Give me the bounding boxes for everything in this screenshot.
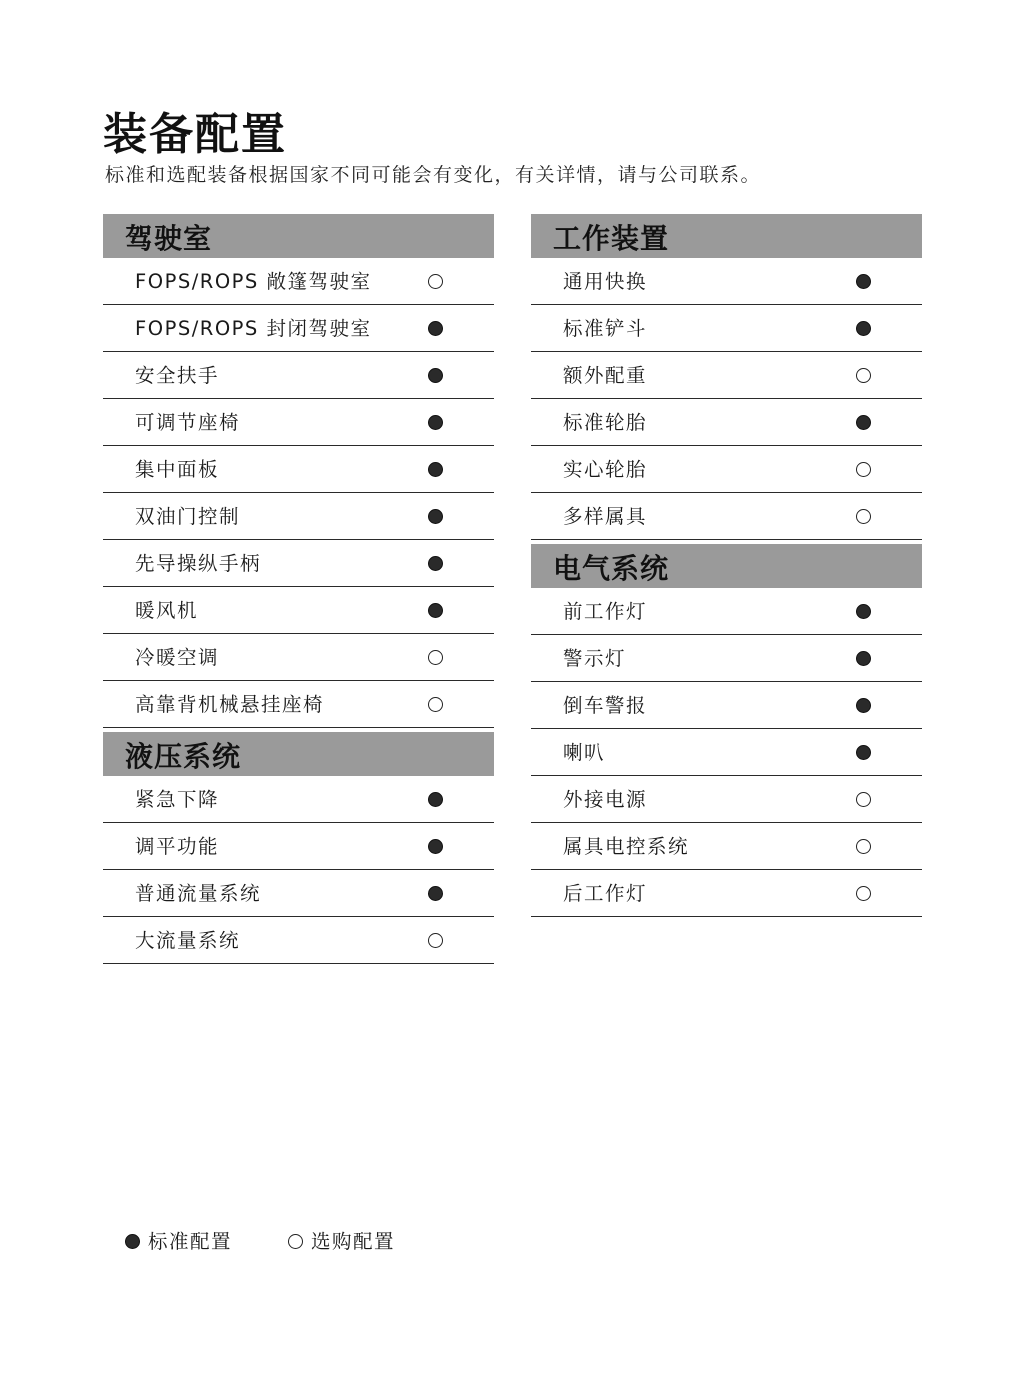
equipment-label: 实心轮胎	[563, 458, 648, 481]
filled-circle-icon	[428, 603, 443, 618]
equipment-label: 大流量系统	[135, 929, 241, 952]
equipment-row	[531, 399, 922, 446]
filled-circle-icon	[856, 274, 871, 289]
equipment-label: 标准铲斗	[563, 317, 648, 340]
filled-circle-icon	[428, 415, 443, 430]
equipment-row	[103, 587, 494, 634]
page-subtitle: 标准和选配装备根据国家不同可能会有变化，有关详情，请与公司联系。	[105, 164, 762, 186]
filled-circle-icon	[428, 509, 443, 524]
equipment-row	[531, 870, 922, 917]
equipment-label: 外接电源	[563, 788, 648, 811]
equipment-label: 属具电控系统	[563, 835, 690, 858]
filled-circle-icon	[856, 745, 871, 760]
equipment-row	[103, 258, 494, 305]
equipment-row	[531, 588, 922, 635]
filled-circle-icon	[856, 604, 871, 619]
filled-circle-icon	[856, 651, 871, 666]
empty-circle-icon	[428, 650, 443, 665]
right-column	[531, 214, 922, 917]
filled-circle-icon	[856, 415, 871, 430]
equipment-row	[531, 823, 922, 870]
equipment-row	[103, 870, 494, 917]
legend-standard-label: 标准配置	[148, 1230, 233, 1253]
equipment-row	[103, 823, 494, 870]
empty-circle-icon	[288, 1234, 303, 1249]
equipment-row	[103, 399, 494, 446]
filled-circle-icon	[856, 321, 871, 336]
filled-circle-icon	[856, 698, 871, 713]
filled-circle-icon	[428, 462, 443, 477]
equipment-label: 前工作灯	[563, 600, 648, 623]
filled-circle-icon	[428, 792, 443, 807]
equipment-row	[531, 729, 922, 776]
filled-circle-icon	[428, 839, 443, 854]
empty-circle-icon	[428, 274, 443, 289]
equipment-row	[531, 635, 922, 682]
equipment-row	[103, 776, 494, 823]
empty-circle-icon	[856, 886, 871, 901]
equipment-label: 紧急下降	[135, 788, 220, 811]
equipment-label: 可调节座椅	[135, 411, 241, 434]
empty-circle-icon	[428, 933, 443, 948]
section-header: 工作装置	[531, 214, 922, 258]
equipment-label: FOPS/ROPS 封闭驾驶室	[135, 317, 372, 340]
empty-circle-icon	[428, 697, 443, 712]
filled-circle-icon	[428, 321, 443, 336]
equipment-row	[103, 681, 494, 728]
empty-circle-icon	[856, 509, 871, 524]
equipment-row	[103, 446, 494, 493]
legend-standard	[125, 1228, 232, 1256]
equipment-label: 高靠背机械悬挂座椅	[135, 693, 325, 716]
empty-circle-icon	[856, 368, 871, 383]
equipment-row	[531, 446, 922, 493]
empty-circle-icon	[856, 792, 871, 807]
equipment-row	[531, 258, 922, 305]
section-header: 液压系统	[103, 732, 494, 776]
equipment-label: 双油门控制	[135, 505, 241, 528]
legend-optional	[288, 1228, 395, 1256]
empty-circle-icon	[856, 839, 871, 854]
equipment-label: 标准轮胎	[563, 411, 648, 434]
equipment-row	[103, 540, 494, 587]
equipment-row	[103, 917, 494, 964]
section-header: 驾驶室	[103, 214, 494, 258]
page-title: 装备配置	[103, 109, 287, 160]
filled-circle-icon	[125, 1234, 140, 1249]
equipment-label: 暖风机	[135, 599, 199, 622]
equipment-label: 安全扶手	[135, 364, 220, 387]
left-column	[103, 214, 494, 964]
equipment-label: FOPS/ROPS 敞篷驾驶室	[135, 270, 372, 293]
equipment-row	[531, 776, 922, 823]
equipment-label: 通用快换	[563, 270, 648, 293]
empty-circle-icon	[856, 462, 871, 477]
equipment-row	[531, 493, 922, 540]
equipment-label: 集中面板	[135, 458, 220, 481]
equipment-label: 普通流量系统	[135, 882, 262, 905]
equipment-row	[531, 682, 922, 729]
equipment-label: 调平功能	[135, 835, 220, 858]
equipment-row	[103, 305, 494, 352]
equipment-row	[103, 352, 494, 399]
equipment-label: 警示灯	[563, 647, 627, 670]
filled-circle-icon	[428, 886, 443, 901]
section-header: 电气系统	[531, 544, 922, 588]
equipment-row	[103, 634, 494, 681]
equipment-label: 倒车警报	[563, 694, 648, 717]
legend-optional-label: 选购配置	[311, 1230, 396, 1253]
equipment-label: 多样属具	[563, 505, 648, 528]
equipment-label: 额外配重	[563, 364, 648, 387]
equipment-label: 先导操纵手柄	[135, 552, 262, 575]
equipment-label: 后工作灯	[563, 882, 648, 905]
equipment-row	[531, 352, 922, 399]
equipment-row	[103, 493, 494, 540]
filled-circle-icon	[428, 556, 443, 571]
equipment-row	[531, 305, 922, 352]
equipment-label: 冷暖空调	[135, 646, 220, 669]
filled-circle-icon	[428, 368, 443, 383]
equipment-label: 喇叭	[563, 741, 606, 764]
